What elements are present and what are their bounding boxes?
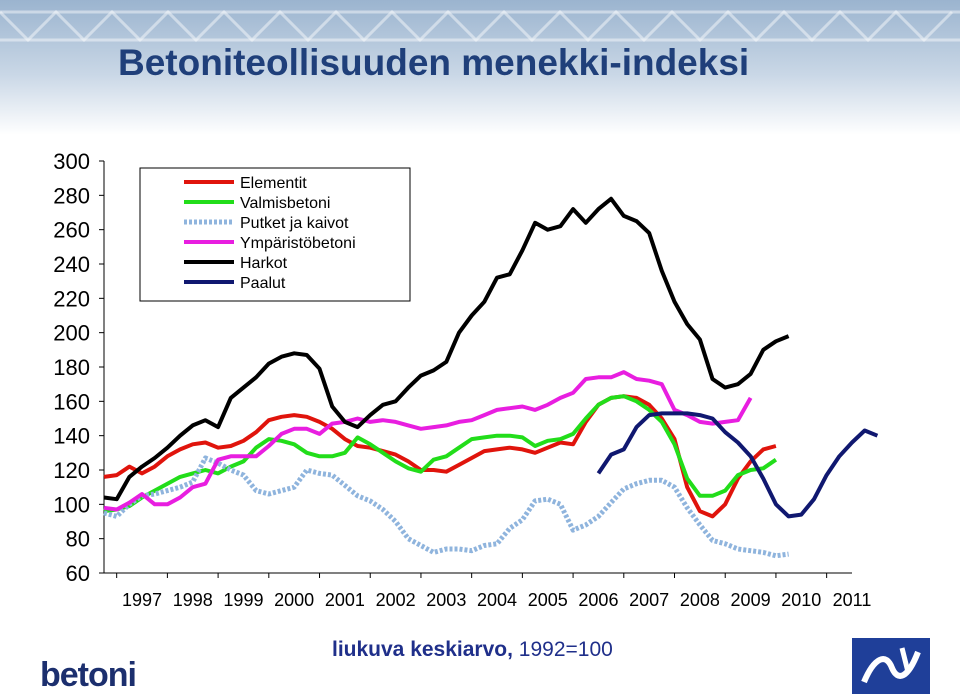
x-tick-label: 2011 xyxy=(832,590,872,610)
x-tick-label: 2003 xyxy=(426,590,467,610)
x-tick-label: 1999 xyxy=(223,590,264,610)
x-tick-label: 2007 xyxy=(629,590,670,610)
subtitle-suffix: 1992=100 xyxy=(512,638,613,661)
y-tick-label: 100 xyxy=(53,492,90,518)
y-tick-label: 300 xyxy=(53,149,90,174)
legend-label: Elementit xyxy=(240,175,307,192)
legend-label: Valmisbetoni xyxy=(240,195,331,212)
x-tick-label: 2000 xyxy=(274,590,315,610)
corner-logo-icon xyxy=(852,638,930,694)
legend-label: Ympäristöbetoni xyxy=(240,235,356,252)
y-tick-label: 260 xyxy=(53,217,90,243)
legend-label: Putket ja kaivot xyxy=(240,215,349,232)
y-tick-label: 220 xyxy=(53,286,90,312)
x-tick-label: 2010 xyxy=(781,590,822,610)
x-tick-label: 1997 xyxy=(122,590,163,610)
y-tick-label: 120 xyxy=(53,458,90,483)
x-tick-label: 2006 xyxy=(578,590,619,610)
y-tick-label: 60 xyxy=(65,561,90,586)
x-tick-label: 2005 xyxy=(527,590,568,610)
page-title: Betoniteollisuuden menekki-indeksi xyxy=(118,42,750,83)
x-tick-label: 2009 xyxy=(730,590,771,610)
chart-subtitle xyxy=(332,638,613,662)
y-tick-label: 240 xyxy=(53,252,90,277)
x-tick-label: 2004 xyxy=(476,590,518,610)
series-line-paalut xyxy=(598,413,877,516)
x-tick-label: 2001 xyxy=(324,590,365,610)
legend-label: Harkot xyxy=(240,255,288,272)
x-tick-label: 2002 xyxy=(375,590,416,610)
y-tick-label: 140 xyxy=(53,423,90,449)
x-tick-label: 2008 xyxy=(679,590,720,610)
y-tick-label: 180 xyxy=(53,355,90,380)
subtitle-main: liukuva keskiarvo, xyxy=(332,638,513,661)
series-line-ymp-rist-betoni xyxy=(104,372,751,509)
y-tick-label: 200 xyxy=(53,320,90,346)
betoni-logo: betoni xyxy=(40,656,136,694)
y-tick-label: 160 xyxy=(53,389,90,415)
y-tick-label: 280 xyxy=(53,183,90,209)
legend-label: Paalut xyxy=(240,275,286,292)
y-tick-label: 80 xyxy=(65,526,90,552)
x-tick-label: 1998 xyxy=(172,590,213,610)
